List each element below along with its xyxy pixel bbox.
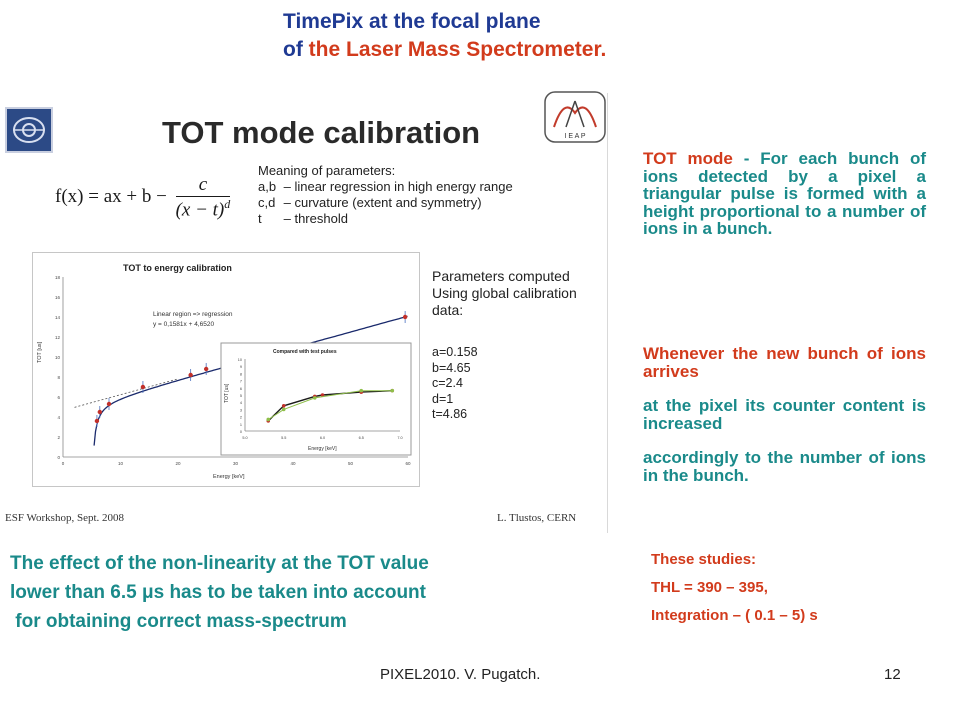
x-tick-label: 40: [290, 461, 296, 466]
studies-line: THL = 390 – 395,: [651, 579, 768, 596]
x-tick-label: 7.0: [397, 436, 403, 440]
parameter-desc: – linear regression in high energy range: [283, 179, 513, 194]
x-tick-label: 5.5: [281, 436, 287, 440]
inset-data-point: [390, 389, 394, 393]
x-tick-label: 5.0: [242, 436, 248, 440]
slide-number: 12: [884, 666, 901, 683]
parameter-values: [432, 345, 478, 423]
note-line: The effect of the non-linearity at the TOT value: [10, 553, 429, 574]
inset-data-point: [266, 418, 270, 422]
data-point: [141, 385, 145, 389]
x-tick-label: 30: [232, 461, 239, 466]
tot-mode-term: TOT mode: [643, 149, 733, 168]
tot-mode-paragraph: [643, 150, 926, 238]
parameter-desc: – curvature (extent and symmetry): [283, 195, 482, 210]
y-tick-label: 0: [239, 430, 242, 434]
x-tick-label: 0: [61, 461, 65, 466]
parameter-value: b=4.65: [432, 360, 471, 375]
inset-xlabel: Energy [keV]: [308, 446, 337, 452]
footer-author: PIXEL2010. V. Pugatch.: [380, 666, 541, 683]
slide-title-line2-highlight: the Laser Mass Spectrometer.: [308, 38, 607, 61]
inset-chart-title: Compared with test pulses: [273, 349, 337, 355]
x-tick-label: 60: [405, 461, 411, 466]
formula-lhs: f(x) = ax + b −: [55, 186, 167, 208]
y-tick-label: 7: [239, 379, 242, 384]
slide-title-line2-prefix: of: [283, 38, 309, 61]
parameter-value: c=2.4: [432, 376, 463, 390]
calibration-formula: [55, 174, 230, 221]
y-tick-label: 18: [54, 275, 60, 280]
data-point: [98, 410, 102, 414]
x-tick-label: 10: [117, 461, 124, 466]
parameter-meaning-title: Meaning of parameters:: [258, 163, 396, 178]
y-tick-label: 10: [54, 355, 60, 360]
y-tick-label: 8: [57, 375, 60, 380]
y-tick-label: 3: [239, 408, 242, 413]
non-linearity-note: [10, 549, 429, 636]
note-line: lower than 6.5 μs has to be taken into account: [10, 582, 426, 603]
formula-denominator: [176, 197, 231, 221]
slide-title-line2: [283, 36, 606, 64]
chart-xlabel: Energy [keV]: [213, 474, 245, 480]
data-point: [204, 367, 208, 371]
data-point: [188, 373, 192, 377]
chart-regression-label: Linear region => regression: [153, 311, 233, 318]
y-tick-label: 14: [54, 315, 60, 320]
data-point: [403, 315, 407, 319]
ieap-logo-icon: [544, 91, 606, 143]
ieap-logo: [544, 91, 606, 143]
x-tick-label: 6.0: [319, 436, 326, 440]
tot-calibration-chart: [32, 252, 420, 487]
parameter-key: t: [258, 211, 262, 226]
tot-mode-description: - For each bunch of ions detected by a pixel a triangular pulse is formed with a height proportional to a number of ions in a bunch.: [643, 149, 927, 238]
parameter-desc: – threshold: [283, 211, 348, 226]
y-tick-label: 8: [239, 372, 242, 377]
parameter-meaning-row: [258, 211, 513, 227]
parameters-line: Parameters computed: [432, 268, 570, 284]
formula-fraction: [176, 174, 231, 221]
y-tick-label: 2: [239, 415, 242, 420]
counter-paragraph: at the pixel its counter content is increased: [643, 396, 926, 433]
parameter-value: t=4.86: [432, 407, 468, 421]
y-tick-label: 9: [239, 365, 242, 370]
chart-title: TOT to energy calibration: [123, 263, 232, 273]
data-point: [95, 419, 99, 423]
slide-title: [283, 8, 606, 64]
inset-ylabel: TOT [us]: [224, 383, 230, 403]
tot-calibration-chart-svg: [33, 253, 419, 486]
chart-ylabel: TOT [us]: [37, 341, 43, 363]
parameter-meaning-row: [258, 179, 513, 195]
parameter-value: d=1: [432, 391, 454, 406]
y-tick-label: 0: [57, 455, 60, 460]
accordingly-paragraph: accordingly to the number of ions in the bunch.: [643, 448, 926, 485]
formula-denominator-base: (x − t): [175, 199, 225, 221]
note-line: for obtaining correct mass-spectrum: [10, 611, 347, 632]
parameters-computed-text: [432, 268, 577, 319]
cern-logo: [5, 107, 53, 153]
slide-title-line1: TimePix at the focal plane: [283, 10, 541, 33]
inset-data-point: [282, 408, 286, 412]
whenever-paragraph: Whenever the new bunch of ions arrives: [643, 344, 926, 381]
y-tick-label: 6: [239, 386, 242, 391]
studies-line: These studies:: [651, 551, 757, 568]
parameters-line: Using global calibration: [432, 285, 577, 301]
studies-info: [651, 546, 818, 630]
y-tick-label: 4: [57, 415, 60, 420]
embedded-footer-right: L. Tlustos, CERN: [497, 512, 577, 524]
formula-numerator: c: [176, 174, 231, 197]
parameter-key: c,d: [258, 195, 276, 210]
inset-data-point: [313, 396, 317, 400]
studies-line: Integration – ( 0.1 – 5) s: [651, 607, 818, 624]
parameter-value: a=0.158: [432, 345, 478, 359]
y-tick-label: 12: [54, 335, 60, 340]
x-tick-label: 6.5: [358, 436, 364, 440]
inset-data-point: [359, 389, 363, 393]
cern-logo-icon: [7, 109, 51, 151]
parameter-meaning-row: [258, 195, 513, 211]
y-tick-label: 16: [54, 295, 60, 300]
parameters-line: data:: [432, 302, 464, 318]
formula-exponent: d: [224, 197, 231, 211]
x-tick-label: 20: [175, 461, 181, 466]
y-tick-label: 5: [239, 394, 242, 398]
data-point: [107, 402, 111, 406]
chart-regression-equation: y = 0,1581x + 4,6520: [153, 321, 215, 328]
inset-data-point: [282, 404, 286, 408]
ieap-logo-text: I E A P: [564, 133, 586, 140]
embedded-footer-left: ESF Workshop, Sept. 2008: [5, 512, 125, 524]
y-tick-label: 1: [239, 422, 242, 427]
tot-calibration-heading: TOT mode calibration: [162, 115, 481, 150]
regression-line: [75, 379, 179, 407]
y-tick-label: 6: [57, 395, 60, 400]
y-tick-label: 2: [57, 435, 60, 440]
y-tick-label: 4: [239, 401, 242, 406]
x-tick-label: 50: [347, 461, 354, 466]
parameter-key: a,b: [258, 179, 277, 194]
parameter-meaning: [258, 163, 513, 227]
y-tick-label: 10: [237, 358, 242, 362]
